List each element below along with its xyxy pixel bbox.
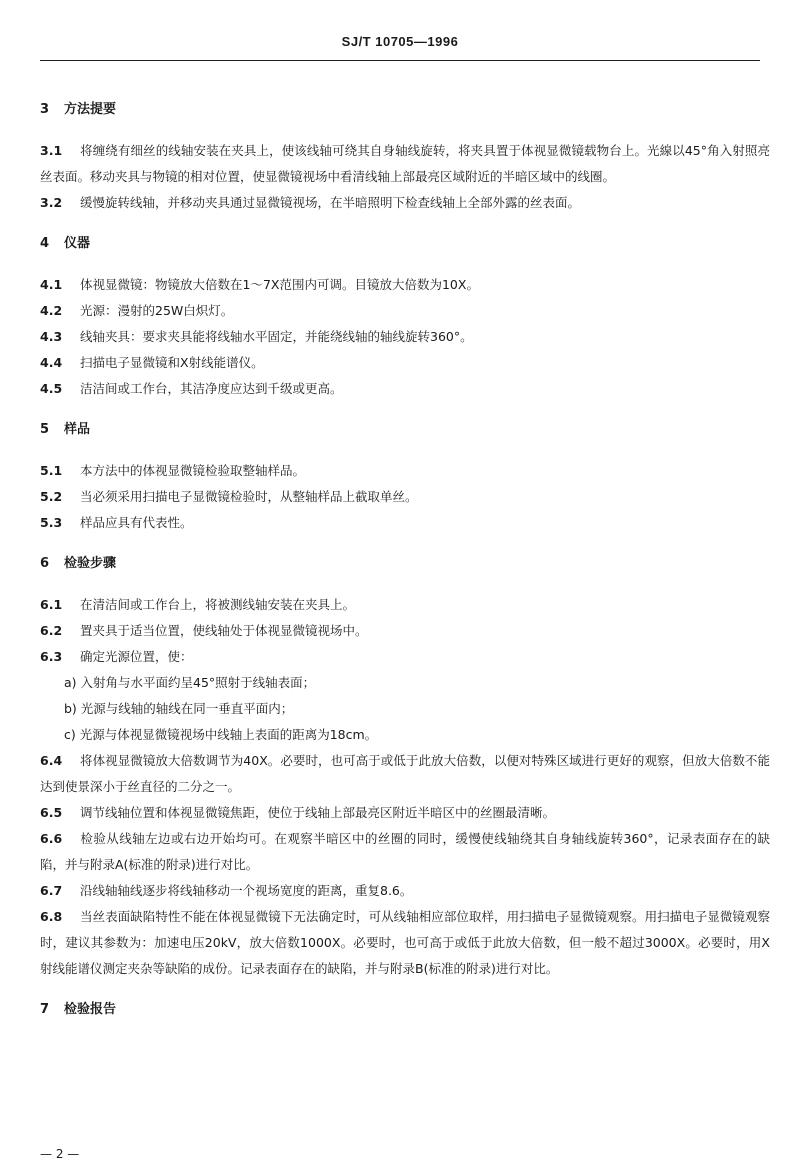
section-heading bbox=[40, 554, 770, 574]
clause-text: 洁洁间或工作台，其洁净度应达到千级或更高。 bbox=[80, 381, 343, 396]
clause-number: 6.3 bbox=[40, 649, 63, 664]
clause-number: 6.1 bbox=[40, 597, 63, 612]
clause-text: 将体视显微镜放大倍数调节为40X。必要时，也可高于或低于此放大倍数，以便对特殊区域进行更好的观察，但放大倍数不能达到使景深小于丝直径的二分之一。 bbox=[40, 753, 770, 794]
clause-text: 扫描电子显微镜和X射线能谱仪。 bbox=[80, 355, 264, 370]
clause-number: 4.2 bbox=[40, 303, 63, 318]
clause bbox=[40, 826, 770, 878]
clause bbox=[40, 618, 770, 644]
header-rule bbox=[40, 60, 760, 61]
clause-number: 5.1 bbox=[40, 463, 63, 478]
clause bbox=[40, 510, 770, 536]
clause-text: 在清洁间或工作台上，将被测线轴安装在夹具上。 bbox=[80, 597, 356, 612]
clause-text: 检验从线轴左边或右边开始均可。在观察半暗区中的丝圈的同时，缓慢使线轴绕其自身轴线旋转360°，记录表面存在的缺陷，并与附录A(标准的附录)进行对比。 bbox=[40, 831, 770, 872]
clause-number: 6.4 bbox=[40, 753, 63, 768]
clause-list-item: b) 光源与线轴的轴线在同一垂直平面内； bbox=[64, 701, 294, 716]
section-heading bbox=[40, 420, 770, 440]
clause bbox=[40, 748, 770, 800]
clause-list-item: c) 光源与体视显微镜视场中线轴上表面的距离为18cm。 bbox=[64, 727, 378, 742]
section-number: 7 bbox=[40, 1002, 50, 1017]
section-heading bbox=[40, 100, 770, 120]
clause bbox=[40, 644, 770, 670]
clause-text: 样品应具有代表性。 bbox=[80, 515, 193, 530]
page-number: — 2 — bbox=[40, 1147, 80, 1161]
clause bbox=[40, 350, 770, 376]
clause bbox=[40, 904, 770, 982]
clause bbox=[40, 298, 770, 324]
clause-text: 本方法中的体视显微镜检验取整轴样品。 bbox=[80, 463, 306, 478]
section-title: 样品 bbox=[64, 422, 91, 437]
clause-text: 将缠绕有细丝的线轴安装在夹具上，使该线轴可绕其自身轴线旋转，将夹具置于体视显微镜载物台上。光線以45°角入射照亮丝表面。移动夹具与物镜的相对位置，使显微镜视场中看清线轴上部最亮区域附近的半暗区域中的线圈。 bbox=[40, 143, 770, 184]
clause-text: 缓慢旋转线轴，并移动夹具通过显微镜视场，在半暗照明下检查线轴上全部外露的丝表面。 bbox=[80, 195, 581, 210]
clause-text: 线轴夹具：要求夹具能将线轴水平固定，并能绕线轴的轴线旋转360°。 bbox=[80, 329, 473, 344]
clause-text: 确定光源位置，使： bbox=[80, 649, 193, 664]
clause bbox=[40, 138, 770, 190]
clause-text: 当丝表面缺陷特性不能在体视显微镜下无法确定时，可从线轴相应部位取样，用扫描电子显微镜观察。用扫描电子显微镜观察时，建议其参数为：加速电压20kV，放大倍数1000X。必要时，也可高于或低于此放大倍数，但一般不超过3000X。必要时，用X射线能谱仪测定夹杂等缺陷的成份。记录表面存在的缺陷，并与附录B(标准的附录)进行对比。 bbox=[40, 909, 770, 976]
section-heading bbox=[40, 1000, 770, 1020]
section-title: 仪器 bbox=[64, 236, 91, 251]
clause-number: 6.7 bbox=[40, 883, 63, 898]
clause-number: 3.2 bbox=[40, 195, 63, 210]
clause-number: 6.8 bbox=[40, 909, 63, 924]
section-title: 方法提要 bbox=[64, 102, 117, 117]
section-heading bbox=[40, 234, 770, 254]
clause bbox=[40, 800, 770, 826]
clause-text: 当必须采用扫描电子显微镜检验时，从整轴样品上截取单丝。 bbox=[80, 489, 418, 504]
clause-number: 4.1 bbox=[40, 277, 63, 292]
section-title: 检验报告 bbox=[64, 1002, 117, 1017]
clause-number: 3.1 bbox=[40, 143, 63, 158]
clause-number: 5.2 bbox=[40, 489, 63, 504]
clause-number: 6.6 bbox=[40, 831, 63, 846]
clause-number: 4.5 bbox=[40, 381, 63, 396]
clause-number: 4.4 bbox=[40, 355, 63, 370]
clause bbox=[40, 272, 770, 298]
clause-text: 沿线轴轴线逐步将线轴移动一个视场宽度的距离，重复8.6。 bbox=[80, 883, 413, 898]
clause bbox=[40, 878, 770, 904]
standard-code: SJ/T 10705—1996 bbox=[341, 34, 459, 49]
clause bbox=[40, 484, 770, 510]
section-number: 4 bbox=[40, 236, 50, 251]
clause bbox=[40, 458, 770, 484]
clause bbox=[40, 324, 770, 350]
clause bbox=[40, 376, 770, 402]
section-number: 6 bbox=[40, 556, 50, 571]
clause-number: 4.3 bbox=[40, 329, 63, 344]
clause-text: 体视显微镜：物镜放大倍数在1～7X范围内可调。目镜放大倍数为10X。 bbox=[80, 277, 479, 292]
section-title: 检验步骤 bbox=[64, 556, 117, 571]
document-body bbox=[40, 100, 770, 1038]
clause-list-item: a) 入射角与水平面约呈45°照射于线轴表面； bbox=[64, 675, 316, 690]
clause bbox=[40, 190, 770, 216]
clause-text: 置夹具于适当位置，使线轴处于体视显微镜视场中。 bbox=[80, 623, 368, 638]
clause-number: 6.5 bbox=[40, 805, 63, 820]
section-number: 3 bbox=[40, 102, 50, 117]
clause-text: 调节线轴位置和体视显微镜焦距，使位于线轴上部最亮区附近半暗区中的丝圈最清晰。 bbox=[80, 805, 556, 820]
clause-number: 5.3 bbox=[40, 515, 63, 530]
clause-text: 光源：漫射的25W白炽灯。 bbox=[80, 303, 234, 318]
clause-number: 6.2 bbox=[40, 623, 63, 638]
clause bbox=[40, 592, 770, 618]
section-number: 5 bbox=[40, 422, 50, 437]
